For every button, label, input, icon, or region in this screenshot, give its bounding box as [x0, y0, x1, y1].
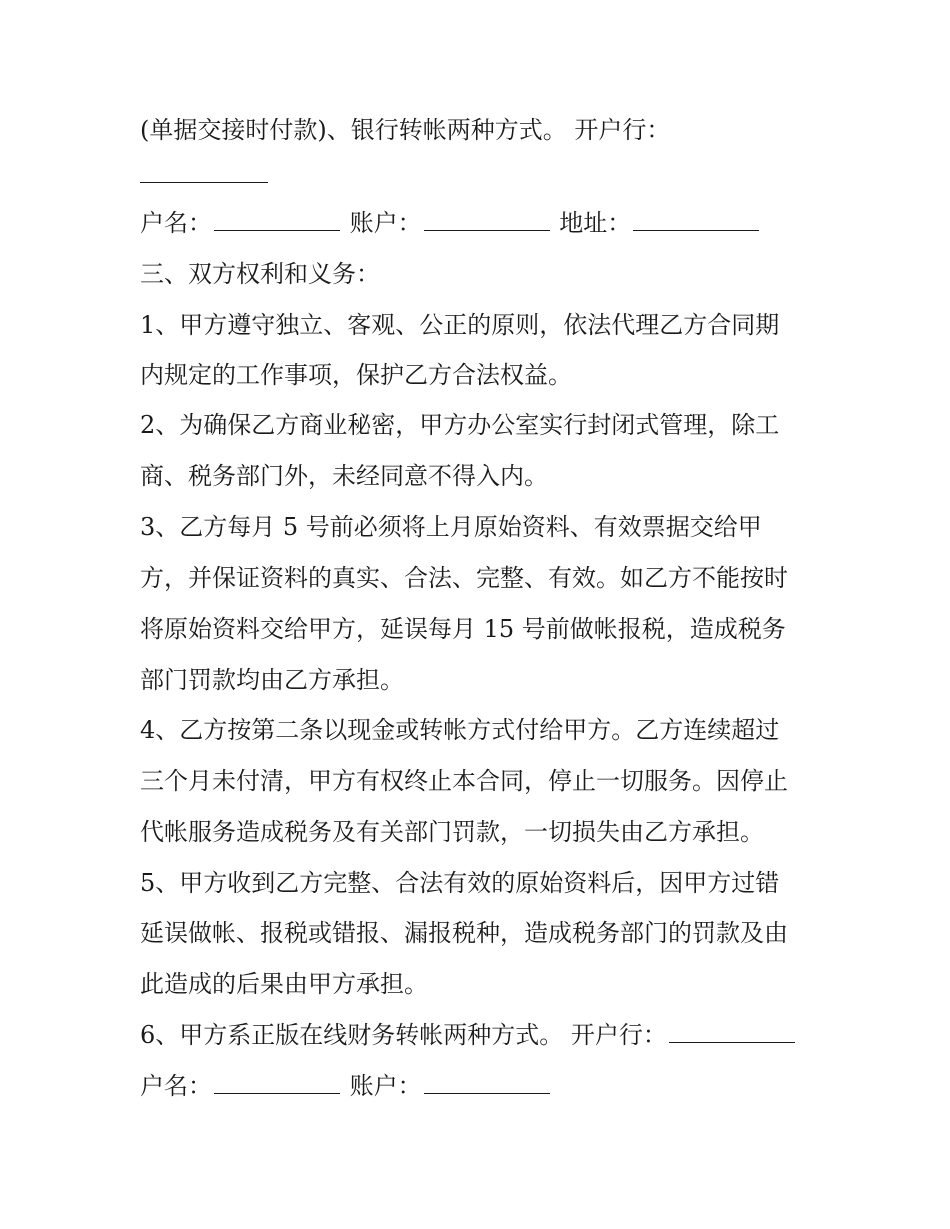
clause-6-text: 6、甲方系正版在线财务转帐两种方式。 开户行：	[140, 1021, 667, 1049]
clause-2-line-2: 商、税务部门外，未经同意不得入内。	[140, 462, 548, 490]
clause-3-line-3: 将原始资料交给甲方，延误每月 15 号前做帐报税，造成税务	[140, 615, 786, 643]
clause-1-line-2: 内规定的工作事项，保护乙方合法权益。	[140, 361, 572, 389]
clause-1-line-1: 1、甲方遵守独立、客观、公正的原则，依法代理乙方合同期	[140, 311, 780, 339]
clause-4-line-2: 三个月未付清，甲方有权终止本合同，停止一切服务。因停止	[140, 767, 788, 795]
account-name-label: 户名：	[140, 209, 212, 237]
account-name-label-2: 户名：	[140, 1072, 212, 1100]
clause-5-line-3: 此造成的后果由甲方承担。	[140, 970, 428, 998]
account-info-line-2	[140, 1071, 552, 1101]
account-number-blank	[424, 210, 550, 231]
section-heading: 三、双方权利和义务：	[140, 260, 380, 288]
account-number-blank-2	[424, 1073, 550, 1094]
clause-4-line-1: 4、乙方按第二条以现金或转帐方式付给甲方。乙方连续超过	[140, 716, 780, 744]
account-info-line	[140, 208, 761, 238]
clause-3-line-1: 3、乙方每月 5 号前必须将上月原始资料、有效票据交给甲	[140, 513, 762, 541]
account-address-blank	[633, 210, 759, 231]
clause-5-line-1: 5、甲方收到乙方完整、合法有效的原始资料后，因甲方过错	[140, 869, 780, 897]
account-name-blank	[214, 210, 340, 231]
clause-6-bank-blank	[669, 1022, 795, 1043]
clause-4-line-3: 代帐服务造成税务及有关部门罚款，一切损失由乙方承担。	[140, 818, 764, 846]
clause-5-line-2: 延误做帐、报税或错报、漏报税种，造成税务部门的罚款及由	[140, 919, 788, 947]
account-address-label: 地址：	[559, 209, 632, 237]
clause-6-line	[140, 1020, 797, 1050]
clause-3-line-2: 方，并保证资料的真实、合法、完整、有效。如乙方不能按时	[140, 564, 788, 592]
clause-2-line-1: 2、为确保乙方商业秘密，甲方办公室实行封闭式管理，除工	[140, 411, 780, 439]
bank-blank	[140, 182, 268, 183]
account-number-label: 账户：	[349, 209, 422, 237]
account-name-blank-2	[214, 1073, 340, 1094]
payment-methods-line: (单据交接时付款)、银行转帐两种方式。 开户行：	[140, 116, 671, 144]
account-number-label-2: 账户：	[349, 1072, 422, 1100]
clause-3-line-4: 部门罚款均由乙方承担。	[140, 666, 404, 694]
